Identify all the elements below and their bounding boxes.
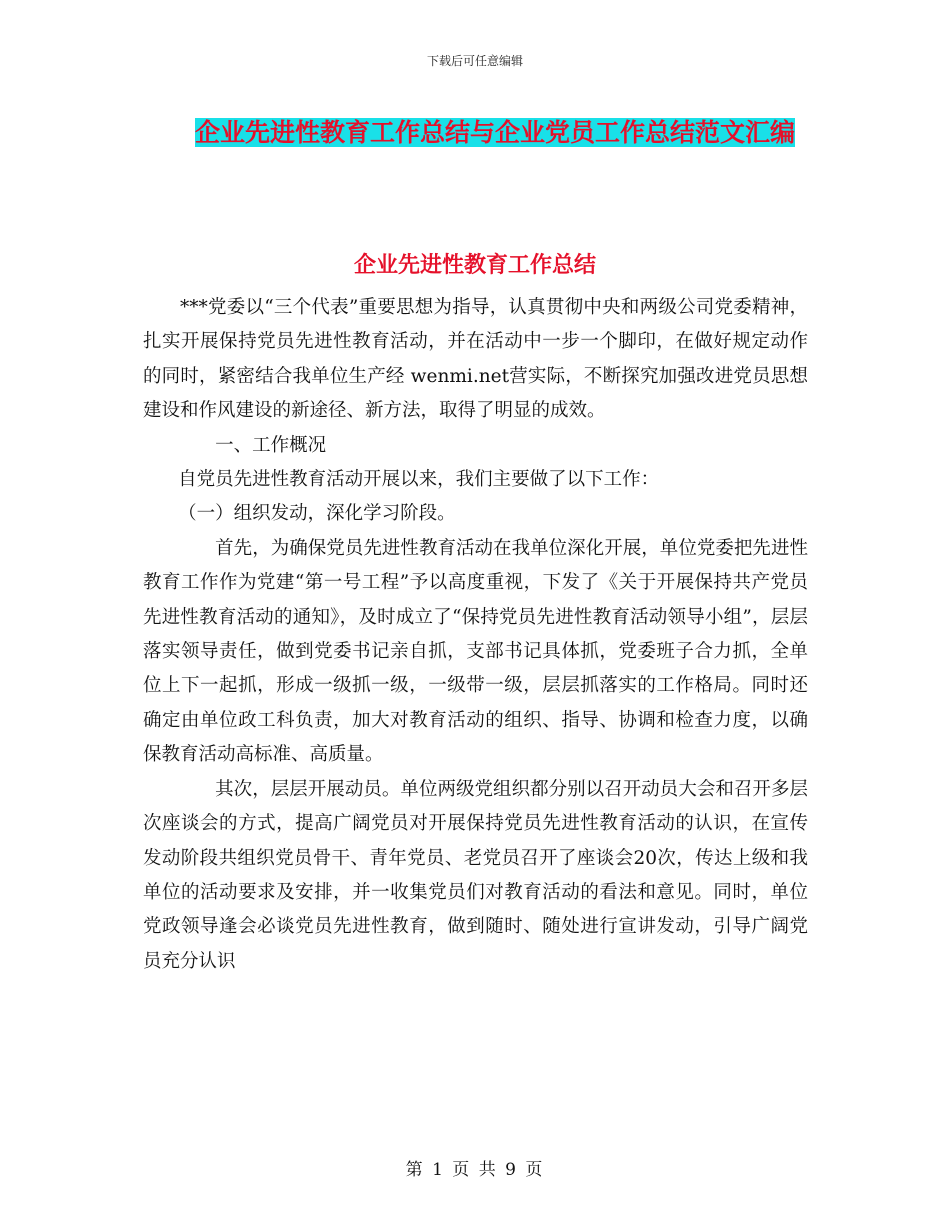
section-title: 企业先进性教育工作总结 — [353, 253, 596, 278]
paragraph-second: 其次，层层开展动员。单位两级党组织都分别以召开动员大会和召开多层次座谈会的方式，提高广阔党员对开展保持党员先进性教育活动的认识，在宣传发动阶段共组织党员骨干、青年党员、老党员召开了座谈会20次，传达上级和我单位的活动要求及安排，并一收集党员们对教育活动的看法和意见。同时，单位党政领导逢会必谈党员先进性教育，做到随时、随处进行宣讲发动，引导广阔党员充分认识 — [143, 778, 808, 972]
document-body — [143, 291, 808, 979]
document-title — [180, 108, 810, 158]
page-footer: 第 1 页 共 9 页 — [405, 1160, 545, 1180]
document-title-text: 企业先进性教育工作总结与企业党员工作总结范文汇编 — [194, 118, 795, 147]
heading-overview: 一、工作概况 — [215, 434, 327, 456]
paragraph-intro: ***党委以“三个代表”重要思想为指导，认真贯彻中央和两级公司党委精神，扎实开展保持党员先进性教育活动，并在活动中一步一个脚印，在做好规定动作的同时，紧密结合我单位生产经 wenmi.net营实际，不断探究加强改进党员思想建设和作风建设的新途径、新方法，取得了明显的成效。 — [143, 297, 808, 422]
paragraph-work-summary: 自党员先进性教育活动开展以来，我们主要做了以下工作： — [178, 469, 660, 491]
paragraph-first: 首先，为确保党员先进性教育活动在我单位深化开展，单位党委把先进性教育工作作为党建“第一号工程”予以高度重视，下发了《关于开展保持共产党员先进性教育活动的通知》，及时成立了“保持党员先进性教育活动领导小组”，层层落实领导责任，做到党委书记亲自抓，支部书记具体抓，党委班子合力抓，全单位上下一起抓，形成一级抓一级，一级带一级，层层抓落实的工作格局。同时还确定由单位政工科负责，加大对教育活动的组织、指导、协调和检查力度，以确保教育活动高标准、高质量。 — [143, 537, 808, 766]
subheading-stage-one: （一）组织发动，深化学习阶段。 — [178, 503, 456, 525]
page-header-note: 下载后可任意编辑 — [426, 54, 523, 68]
